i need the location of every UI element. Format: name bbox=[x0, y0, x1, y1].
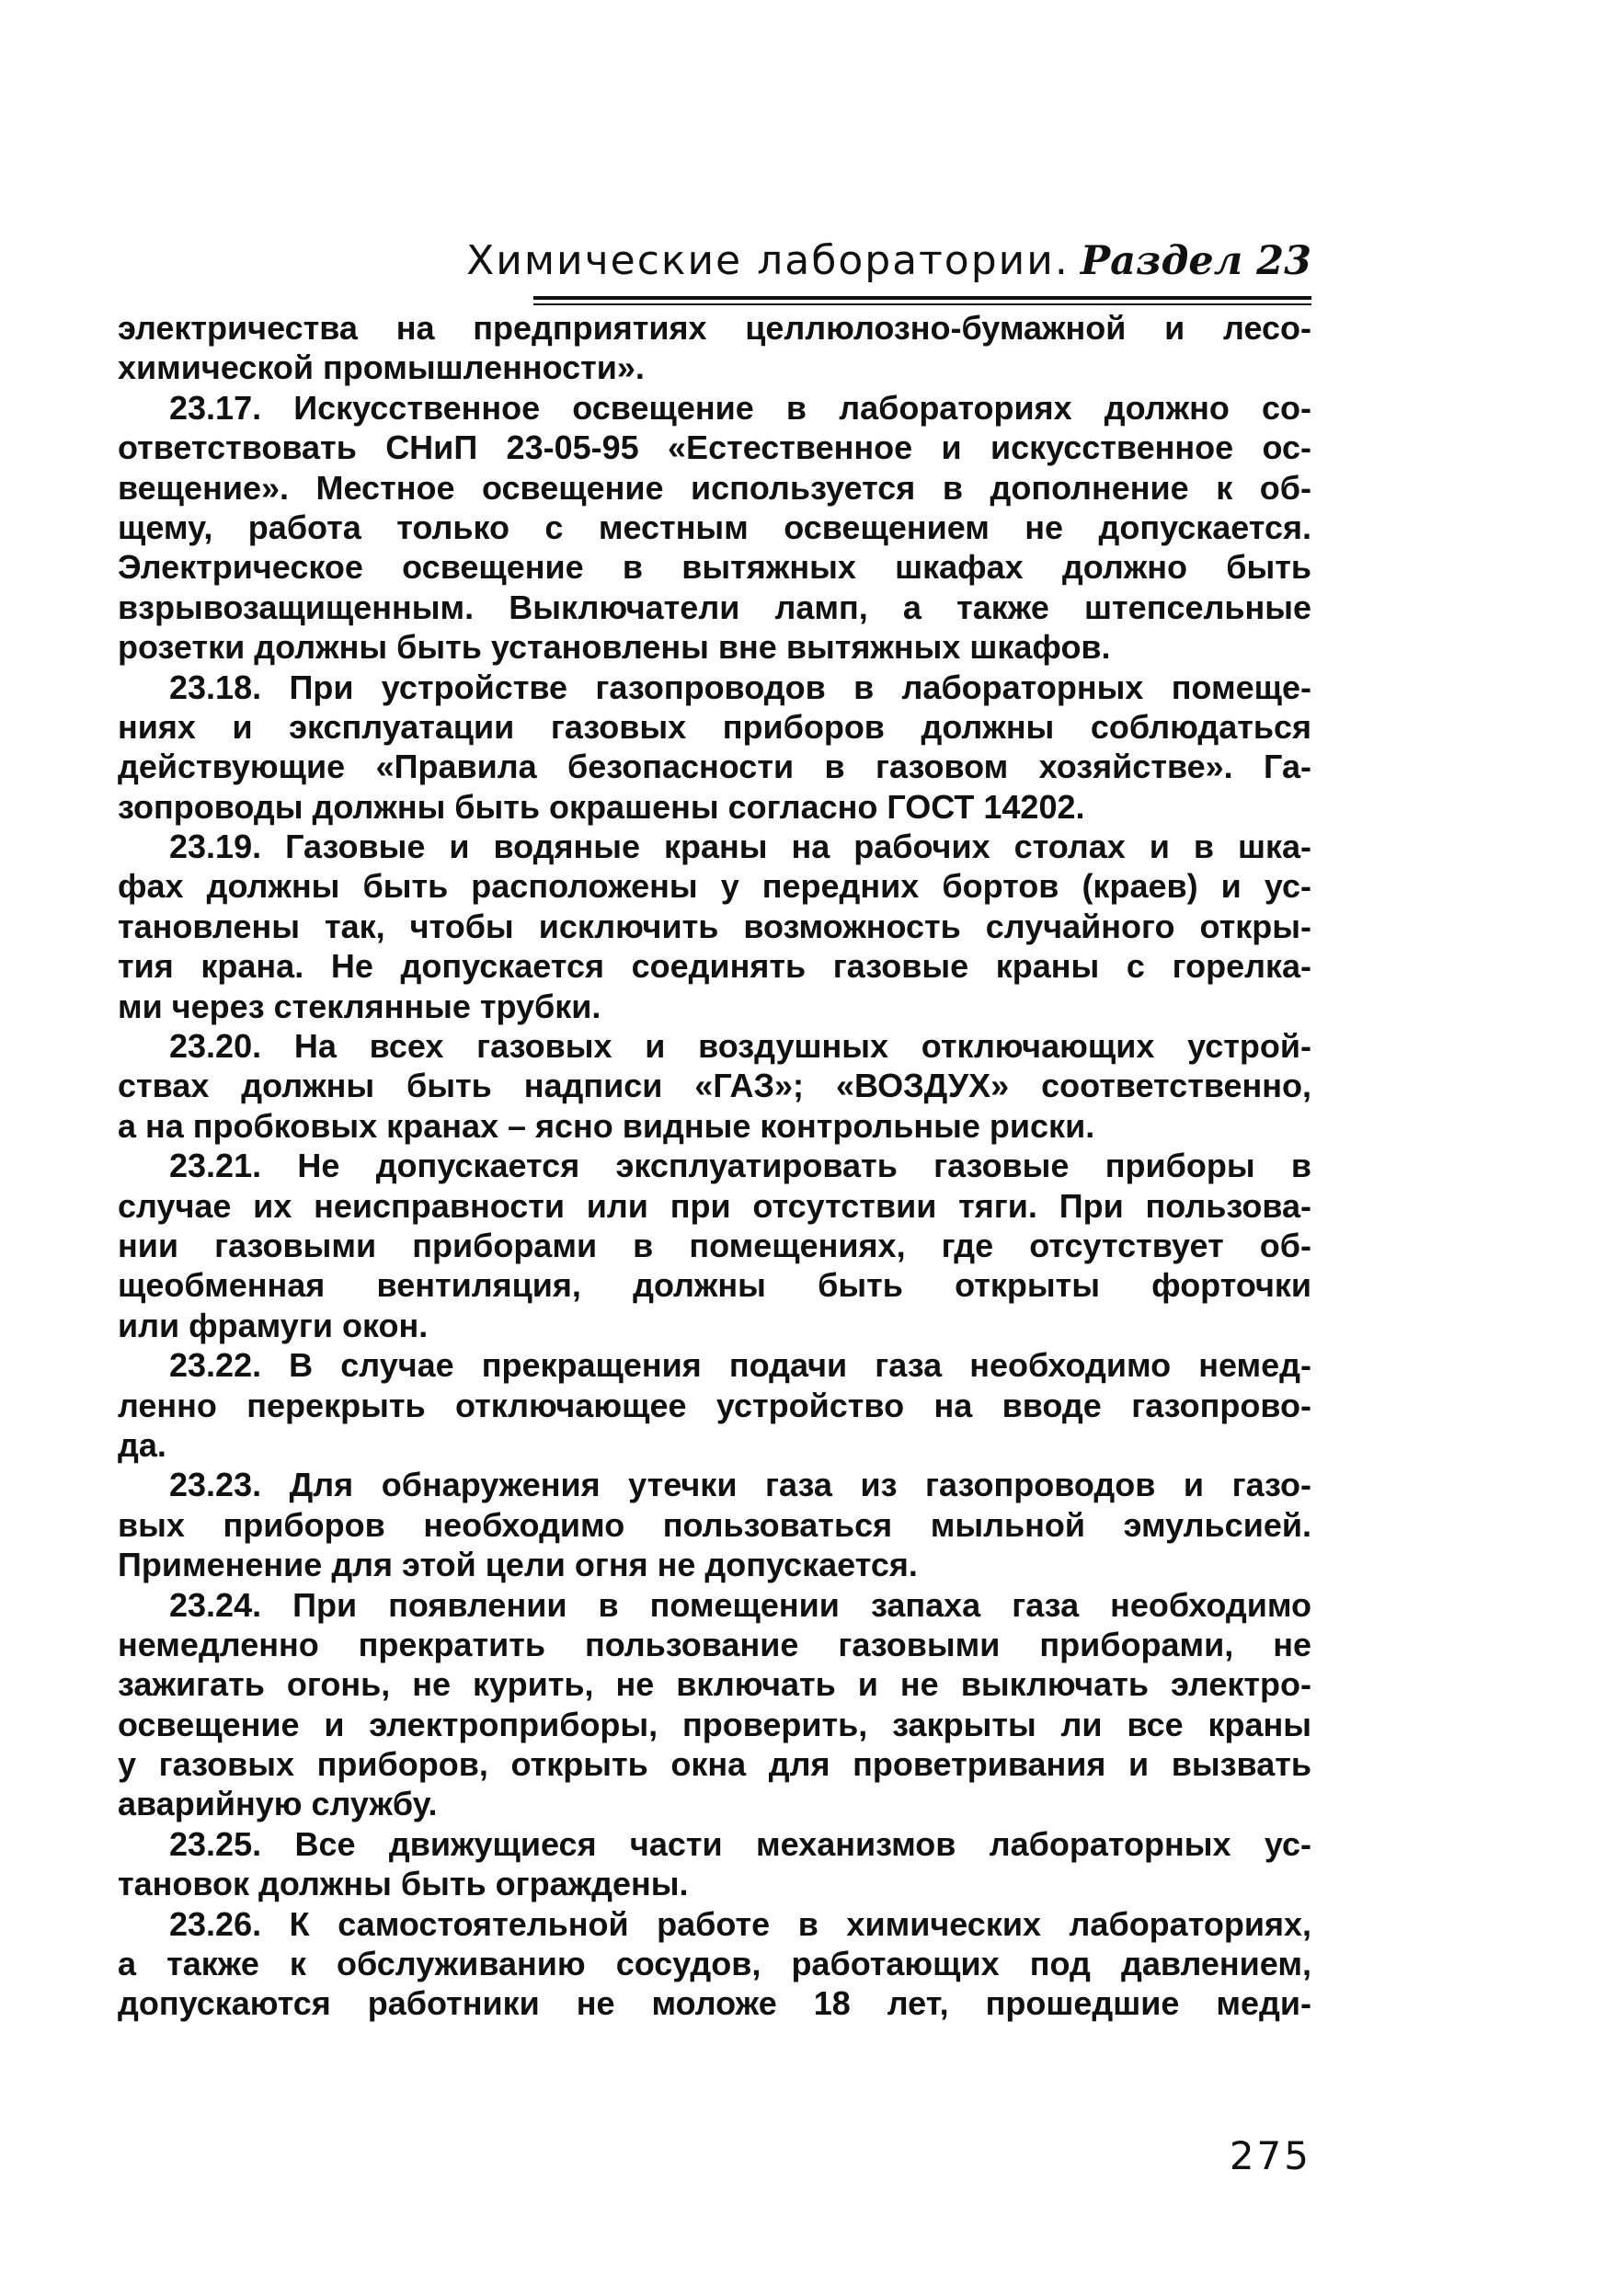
text-line: 23.26. К самостоятельной работе в химических лабораториях, bbox=[169, 1904, 1311, 1943]
text-line: нии газовыми приборами в помещениях, где отсутствует об- bbox=[118, 1226, 1311, 1264]
text-line: тия крана. Не допускается соединять газовые краны с горелка- bbox=[118, 947, 1311, 986]
text-line: 23.24. При появлении в помещении запаха газа необходимо bbox=[169, 1585, 1311, 1624]
text-line: электричества на предприятиях целлюлозно-бумажной и лесо- bbox=[118, 309, 1311, 347]
running-header bbox=[118, 237, 1311, 294]
text-line: взрывозащищенным. Выключатели ламп, а также штепсельные bbox=[118, 588, 1311, 626]
text-line: или фрамуги окон. bbox=[118, 1306, 429, 1344]
text-line: тановлены так, чтобы исключить возможность случайного откры- bbox=[118, 907, 1311, 945]
running-header-title: Химические лаборатории. bbox=[466, 237, 1070, 284]
text-line: а на пробковых кранах – ясно видные контрольные риски. bbox=[118, 1106, 1095, 1145]
text-line: случае их неисправности или при отсутствии тяги. При пользова- bbox=[118, 1186, 1311, 1225]
text-line: 23.23. Для обнаружения утечки газа из газопроводов и газо- bbox=[169, 1466, 1311, 1504]
header-rule-thin bbox=[533, 303, 1311, 305]
text-line: ствах должны быть надписи «ГАЗ»; «ВОЗДУХ» соответственно, bbox=[118, 1067, 1311, 1105]
text-line: фах должны быть расположены у передних бортов (краев) и ус- bbox=[118, 867, 1311, 906]
text-line: 23.25. Все движущиеся части механизмов лабораторных ус- bbox=[169, 1824, 1311, 1863]
text-line: химической промышленности». bbox=[118, 348, 645, 387]
text-line: ниях и эксплуатации газовых приборов должны соблюдаться bbox=[118, 707, 1311, 746]
text-line: щему, работа только с местным освещением не допускается. bbox=[118, 508, 1311, 546]
header-rule-thick bbox=[533, 296, 1311, 300]
text-line: вых приборов необходимо пользоваться мыльной эмульсией. bbox=[118, 1505, 1311, 1544]
text-line: ответствовать СНиП 23-05-95 «Естественное и искусственное ос- bbox=[118, 428, 1311, 467]
text-line: допускаются работники не моложе 18 лет, прошедшие меди- bbox=[118, 1984, 1311, 2023]
text-line: 23.17. Искусственное освещение в лабораториях должно со- bbox=[169, 388, 1311, 427]
body-text bbox=[118, 308, 1311, 2024]
page-number: 275 bbox=[1229, 2133, 1311, 2178]
text-line: ленно перекрыть отключающее устройство на вводе газопрово- bbox=[118, 1386, 1311, 1424]
text-line: да. bbox=[118, 1425, 166, 1464]
text-line: 23.21. Не допускается эксплуатировать газовые приборы в bbox=[169, 1147, 1311, 1185]
text-line: вещение». Местное освещение используется в дополнение к об- bbox=[118, 468, 1311, 507]
text-line: немедленно прекратить пользование газовыми приборами, не bbox=[118, 1625, 1311, 1663]
text-line: 23.19. Газовые и водяные краны на рабочих столах и в шка- bbox=[169, 828, 1311, 866]
text-line: а также к обслуживанию сосудов, работающих под давлением, bbox=[118, 1945, 1311, 1983]
text-line: ми через стеклянные трубки. bbox=[118, 987, 601, 1025]
text-line: действующие «Правила безопасности в газовом хозяйстве». Га- bbox=[118, 748, 1311, 786]
text-line: у газовых приборов, открыть окна для проветривания и вызвать bbox=[118, 1745, 1311, 1784]
text-line: освещение и электроприборы, проверить, закрыты ли все краны bbox=[118, 1705, 1311, 1743]
text-line: тановок должны быть ограждены. bbox=[118, 1865, 689, 1903]
text-line: зажигать огонь, не курить, не включать и не выключать электро- bbox=[118, 1665, 1311, 1704]
text-line: 23.20. На всех газовых и воздушных отключающих устрой- bbox=[169, 1027, 1311, 1066]
text-line: 23.18. При устройстве газопроводов в лабораторных помеще- bbox=[169, 668, 1311, 706]
text-line: щеобменная вентиляция, должны быть открыты форточки bbox=[118, 1266, 1311, 1305]
text-line: Применение для этой цели огня не допускается. bbox=[118, 1546, 918, 1584]
text-line: аварийную службу. bbox=[118, 1785, 438, 1823]
text-line: 23.22. В случае прекращения подачи газа необходимо немед- bbox=[169, 1346, 1311, 1385]
running-header-section: Раздел 23 bbox=[1080, 238, 1311, 284]
text-line: зопроводы должны быть окрашены согласно ГОСТ 14202. bbox=[118, 787, 1085, 826]
text-line: розетки должны быть установлены вне вытяжных шкафов. bbox=[118, 628, 1111, 667]
text-line: Электрическое освещение в вытяжных шкафах должно быть bbox=[118, 548, 1311, 587]
